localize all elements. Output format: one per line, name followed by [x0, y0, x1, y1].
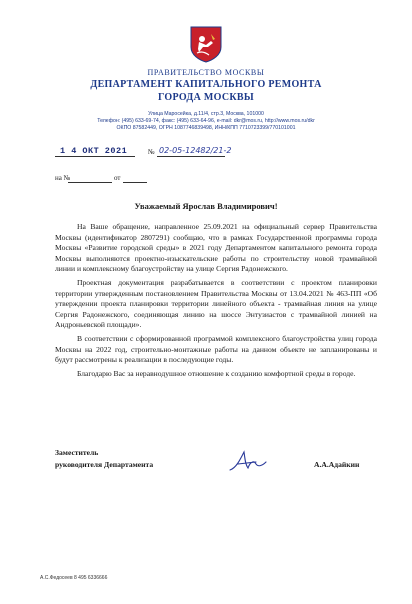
- date-stamp: 1 4 ОКТ 2021: [60, 146, 128, 156]
- handwritten-signature: [226, 446, 276, 474]
- executor-info: А.С.Федосеев 8 495 6336666: [40, 575, 108, 581]
- reference-date-label: от: [114, 174, 121, 182]
- letter-body: [55, 222, 377, 382]
- body-paragraph: В соответствии с сформированной программой комплексного благоустройства улиц города Москвы на 2022 год, строительно-монтажные работы на данном объекте не запланированы и будут рассмотрены к реализации в последующие годы.: [55, 333, 377, 365]
- number-label: №: [148, 148, 155, 156]
- reference-number-label: на №: [55, 174, 71, 182]
- body-paragraph: Проектная документация разрабатывается в соответствии с проектом планировки территории утвержденным постановлением Правительства Москвы от 13.04.2021 № 463-ПП «Об утверждении проекта планировки территории линейного объекта - трамвайная линия на улице Сергия Радонежского, соединяющая линию на шоссе Энтузиастов с трамвайной линией на Андроньевской площади».: [55, 277, 377, 330]
- date-underline: [55, 156, 135, 157]
- signatory-name: А.А.Адайкин: [314, 460, 360, 469]
- address-line: Улица Маросейка, д.11/4, стр.3, Москва, 101000: [148, 111, 264, 117]
- moscow-emblem-icon: [189, 25, 223, 63]
- salutation: Уважаемый Ярослав Владимирович!: [134, 201, 278, 211]
- number-underline: [157, 156, 225, 157]
- government-name: ПРАВИТЕЛЬСТВО МОСКВЫ: [147, 68, 265, 77]
- department-city: ГОРОДА МОСКВЫ: [157, 92, 255, 103]
- body-paragraph: На Ваше обращение, направленное 25.09.2021 на официальный сервер Правительства Москвы (идентификатор 2807291) сообщаю, что в рамках Государственной программы города Москвы «Развитие городской среды» в 2021 году Департаментом капитального ремонта города Москвы выполняются проектно-изыскательские работы по строительству новой трамвайной линии и комплексному благоустройству на улице Сергия Радонежского.: [55, 222, 377, 274]
- department-name: ДЕПАРТАМЕНТ КАПИТАЛЬНОГО РЕМОНТА: [90, 79, 322, 90]
- signatory-title-line1: Заместитель: [55, 448, 99, 457]
- contacts-line: Телефон: (495) 633-69-74, факс: (495) 633-64-96, e-mail: dkr@mos.ru, http://www.mos.ru/dkr: [97, 118, 315, 124]
- registry-line: ОКПО 87582449, ОГРН 1087746839498, ИНН/КПП 7710723399/770101001: [116, 125, 296, 131]
- body-paragraph: Благодарю Вас за неравнодушное отношение к созданию комфортной среды в городе.: [77, 368, 356, 378]
- signatory-title-line2: руководителя Департамента: [55, 460, 154, 469]
- reference-number-line: [68, 182, 112, 183]
- outgoing-number: 02-05-12482/21-2: [159, 146, 232, 155]
- reference-date-line: [123, 182, 147, 183]
